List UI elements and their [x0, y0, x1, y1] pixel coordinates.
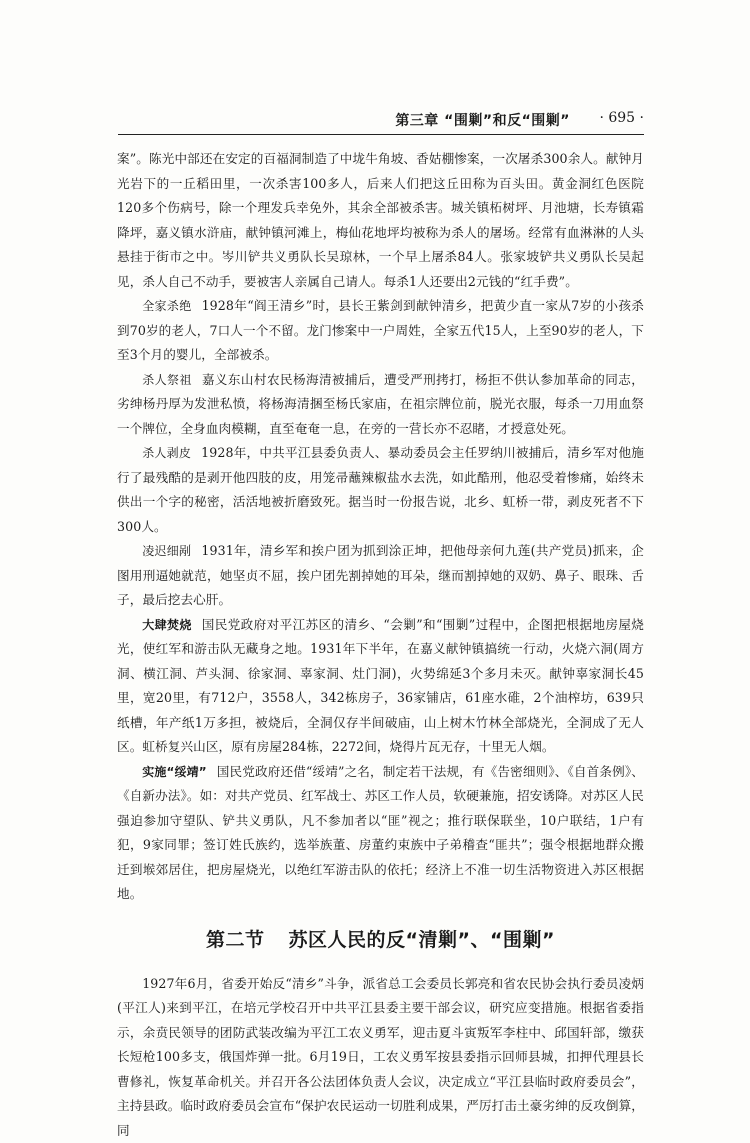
paragraph-lead: 实施“绥靖” — [142, 765, 207, 779]
paragraph-suijing — [117, 760, 644, 907]
paragraph-quanjia — [117, 294, 644, 368]
chapter-title: 第三章 “围剿”和反“围剿” — [395, 110, 570, 130]
paragraph-lead: 大肆焚烧 — [142, 618, 192, 632]
paragraph-text: 案”。陈光中部还在安定的百福洞制造了中垅牛角坡、香姑棚惨案，一次屠杀300余人。献钟月光岩下的一丘稻田里，一次杀害100多人，后来人们把这丘田称为百头田。黄金洞红色医院120多个伤病号，除一个理发兵幸免外，其余全部被杀害。城关镇柘树坪、月池塘，长寿镇霜降坪，嘉义镇水浒庙，献钟镇河滩上，梅仙花地坪均被称为杀人的屠场。经常有血淋淋的人头悬挂于街市之中。岑川铲共义勇队长吴琼林，一个早上屠杀84人。张家坡铲共义勇队长吴起见，杀人自己不动手，要被害人亲属自己请人。每杀1人还要出2元钱的“红手费”。 — [117, 151, 644, 289]
running-header — [118, 108, 644, 135]
section-heading — [117, 925, 644, 952]
paragraph-continuation — [117, 147, 644, 294]
paragraph-lingchi — [117, 539, 644, 613]
paragraph-text: 嘉义东山村农民杨海清被捕后，遭受严刑拷打，杨拒不供认参加革命的同志，劣绅杨丹厚为发泄私愤，将杨海清捆至杨氏家庙，在祖宗牌位前，脱光衣服，每杀一刀用血祭一个牌位，全身血肉模糊，直至奄奄一息，在旁的一营长亦不忍睹，才授意处死。 — [117, 372, 644, 436]
paragraph-text: 国民党政府对平江苏区的清乡、“会剿”和“围剿”过程中，企图把根据地房屋烧光，使红军和游击队无藏身之地。1931年下半年，在嘉义献钟镇搞统一行动，火烧六洞(周方洞、横江洞、芦头洞、徐家洞、辜家洞、灶门洞)，火势绵延3个多月未灭。献钟辜家洞长45里，宽20里，有712户，3558人，342栋房子，36家铺店，61座水碓，2个油榨坊，639只纸槽，年产纸1万多担，被烧后，全洞仅存半间破庙，山上树木竹林全部烧光，全洞成了无人区。虹桥复兴山区，原有房屋284栋，2272间，烧得片瓦无存，十里无人烟。 — [117, 617, 644, 755]
paragraph-text: 1928年，中共平江县委负责人、暴动委员会主任罗纳川被捕后，清乡军对他施行了最残酷的是剥开他四肢的皮，用笼帚蘸辣椒盐水去洗，如此酷刑，他忍受着惨痛，始终未供出一个字的秘密，活活地被折磨致死。据当时一份报告说，北乡、虹桥一带，剥皮死者不下300人。 — [117, 445, 644, 534]
paragraph-text: 1931年，清乡军和挨户团为抓到涂正坤，把他母亲何九莲(共产党员)抓来，企图用刑逼她就范，她坚贞不屈，挨户团先割掉她的耳朵，继而割掉她的双奶、鼻子、眼珠、舌子，最后挖去心肝。 — [117, 543, 644, 607]
page-number: · 695 · — [599, 110, 644, 126]
paragraph-text: 1928年“阎王清乡”时，县长王紫剑到献钟清乡，把黄少直一家从7岁的小孩杀到70岁的老人，7口人一个不留。龙门惨案中一户周姓，全家五代15人，上至90岁的老人，下至3个月的婴儿，全部被杀。 — [117, 298, 644, 362]
paragraph-lead: 杀人剥皮 — [142, 446, 191, 460]
paragraph-lead: 全家杀绝 — [142, 299, 191, 313]
section-number: 第二节 — [206, 929, 265, 951]
paragraph-section-body — [117, 972, 644, 1143]
paragraph-bopi — [117, 441, 644, 539]
section-title: 苏区人民的反“清剿”、“围剿” — [289, 929, 555, 951]
paragraph-text: 国民党政府还借“绥靖”之名，制定若干法规，有《告密细则》、《自首条例》、《自新办法》。如：对共产党员、红军战士、苏区工作人员，软硬兼施，招安诱降。对苏区人民强迫参加守望队、铲共义勇队，凡不参加者以“匪”视之；推行联保联坐，10户联结，1户有犯，9家同罪；签订姓氏族约，选举族董、房董约束族中子弟稽查“匪共”；强令根据地群众搬迁到堠郊居住，把房屋烧光，以绝红军游击队的依托；经济上不准一切生活物资进入苏区根据地。 — [117, 764, 644, 902]
paragraph-lead: 凌迟细剐 — [142, 544, 191, 558]
paragraph-lead: 杀人祭祖 — [142, 373, 192, 387]
paragraph-fenshao — [117, 613, 644, 760]
paragraph-text: 1927年6月，省委开始反“清乡”斗争，派省总工会委员长郭亮和省农民协会执行委员凌炳(平江人)来到平江，在培元学校召开中共平江县委主要干部会议，研究应变措施。根据省委指示，余贲民领导的团防武装改编为平江工农义勇军，迎击夏斗寅叛军李柱中、邱国轩部，缴获长短枪100多支，俄国炸弹一批。6月19日，工农义勇军按县委指示回师县城，扣押代理县长曹修礼，恢复革命机关。并召开各公法团体负责人会议，决定成立“平江县临时政府委员会”，主持县政。临时政府委员会宣布“保护农民运动一切胜利成果，严厉打击土豪劣绅的反攻倒算，同 — [117, 976, 644, 1138]
paragraph-jizu — [117, 368, 644, 442]
page-body — [117, 147, 644, 1143]
